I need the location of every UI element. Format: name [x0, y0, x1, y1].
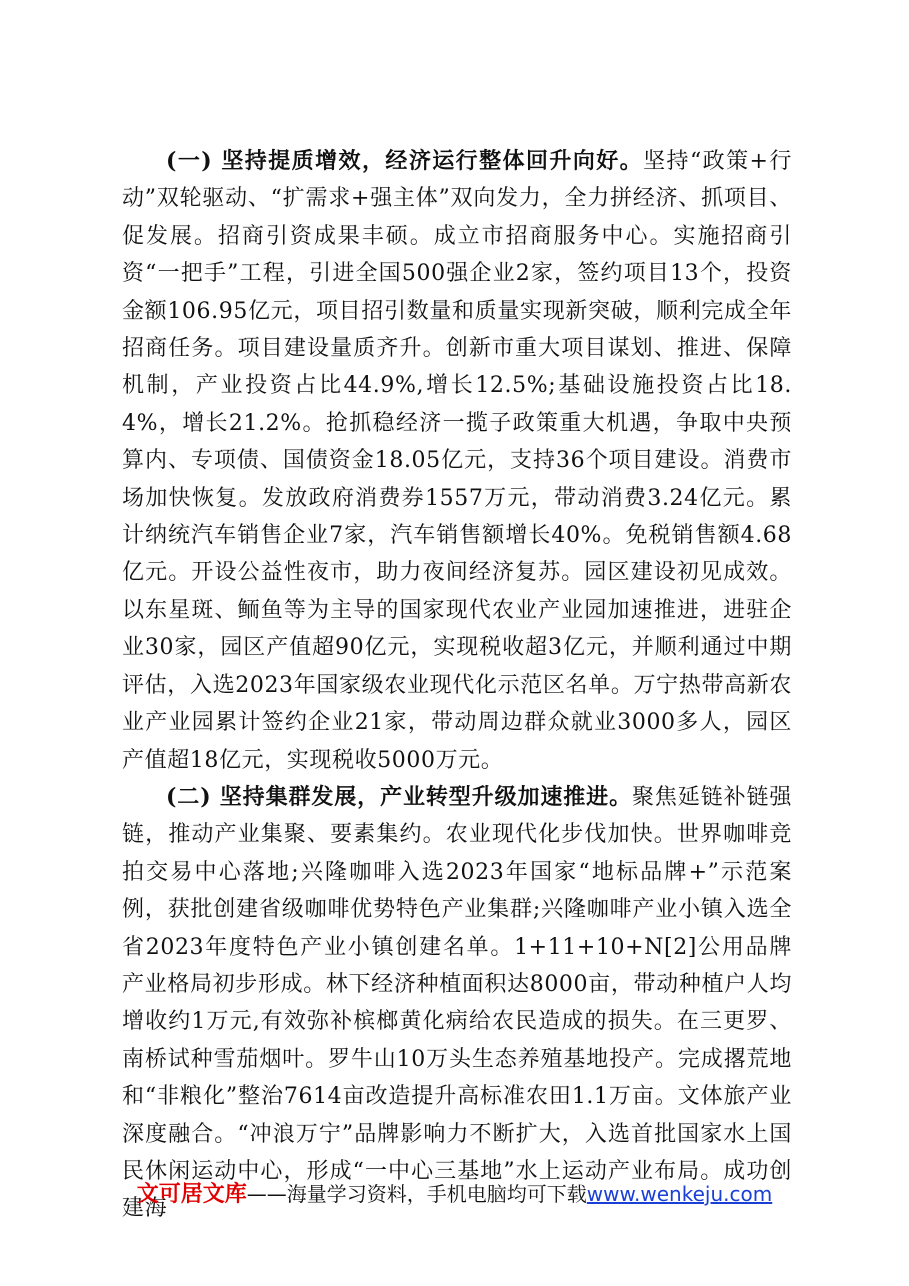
watermark-footer: [0, 1180, 909, 1209]
footer-brand: 文可居文库: [136, 1182, 247, 1207]
document-body: [122, 143, 792, 1228]
paragraph-1-heading: (一) 坚持提质增效，经济运行整体回升向好。: [166, 148, 644, 174]
paragraph-1-body: 坚持“政策+行动”双轮驱动、“扩需求+强主体”双向发力，全力拼经济、抓项目、促发展。招商引资成果丰硕。成立市招商服务中心。实施招商引资“一把手”工程，引进全国500强企业2家，签约项目13个，投资金额106.95亿元，项目招引数量和质量实现新突破，顺利完成全年招商任务。项目建设量质齐升。创新市重大项目谋划、推进、保障机制，产业投资占比44.9%,增长12.5%;基础设施投资占比18.4%，增长21.2%。抢抓稳经济一揽子政策重大机遇，争取中央预算内、专项债、国债资金18.05亿元，支持36个项目建设。消费市场加快恢复。发放政府消费券1557万元，带动消费3.24亿元。累计纳统汽车销售企业7家，汽车销售额增长40%。免税销售额4.68亿元。开设公益性夜市，助力夜间经济复苏。园区建设初见成效。以东星斑、鲕鱼等为主导的国家现代农业产业园加速推进，进驻企业30家，园区产值超90亿元，实现税收超3亿元，并顺利通过中期评估，入选2023年国家级农业现代化示范区名单。万宁热带高新农业产业园累计签约企业21家，带动周边群众就业3000多人，园区产值超18亿元，实现税收5000万元。: [122, 149, 792, 773]
footer-slogan: ——海量学习资料，手机电脑均可下载: [246, 1182, 587, 1206]
paragraph-2-heading: (二) 坚持集群发展，产业转型升级加速推进。: [166, 783, 632, 810]
paragraph-1: [122, 143, 792, 779]
paragraph-2: [122, 779, 792, 1228]
footer-link[interactable]: www.wenkeju.com: [586, 1182, 773, 1206]
paragraph-2-body: 聚焦延链补链强链，推动产业集聚、要素集约。农业现代化步伐加快。世界咖啡竞拍交易中心落地;兴隆咖啡入选2023年国家“地标品牌+”示范案例，获批创建省级咖啡优势特色产业集群;兴隆咖啡产业小镇入选全省2023年度特色产业小镇创建名单。1+11+10+N[2]公用品牌产业格局初步形成。林下经济种植面积达8000亩，带动种植户人均增收约1万元,有效弥补槟榔黄化病给农民造成的损失。在三更罗、南桥试种雪茄烟叶。罗牛山10万头生态养殖基地投产。完成撂荒地和“非粮化”整治7614亩改造提升高标准农田1.1万亩。文体旅产业深度融合。“冲浪万宁”品牌影响力不断扩大，入选首批国家水上国民休闲运动中心，形成“一中心三基地”水上运动产业布局。成功创建海: [122, 784, 793, 1222]
